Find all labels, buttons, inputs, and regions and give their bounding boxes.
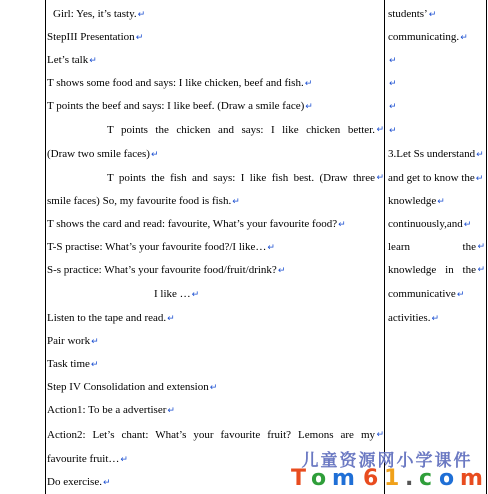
watermark-brand-letter: 1 [384,466,400,491]
procedure-line [47,334,99,348]
paragraph-mark-icon: ↵ [167,406,175,416]
purpose-line-text: 3.Let Ss understand [388,148,476,160]
procedure-line-text: (Draw two smile faces) [47,148,150,160]
paragraph-mark-icon: ↵ [167,314,175,324]
paragraph-mark-icon: ↵ [277,266,286,276]
procedure-line [47,76,312,90]
procedure-line-text: Action2: Let’s chant: What’s your favourite fruit? Lemons are my [47,429,375,441]
paragraph-mark-icon: ↵ [376,430,384,440]
watermark-brand-letter: o [439,466,455,491]
purpose-line [388,171,483,185]
paragraph-mark-icon: ↵ [477,265,485,275]
watermark-brand-letter: m [460,466,483,491]
watermark-brand-letter: o [311,466,327,491]
procedure-line [47,475,111,489]
paragraph-mark-icon: ↵ [304,79,313,89]
paragraph-mark-icon: ↵ [150,150,159,160]
procedure-line [47,147,158,161]
procedure-line [47,403,175,417]
purpose-line [388,240,485,254]
purpose-line-text: activities. [388,312,431,324]
purpose-line-text: knowledge in the [388,264,476,276]
paragraph-mark-icon: ↵ [389,102,397,112]
purpose-line [388,287,464,301]
procedure-line-text: favourite fruit… [47,453,120,465]
procedure-line-text: T-S practise: What’s your favourite food?/I like… [47,241,267,253]
procedure-line-text: T points the fish and says: I like fish best. (Draw three [107,172,375,184]
purpose-line [388,53,397,67]
paragraph-mark-icon: ↵ [89,56,97,66]
table-border-left [45,0,46,494]
paragraph-mark-icon: ↵ [475,174,484,184]
purpose-line-text: communicating. [388,31,460,43]
purpose-line [388,123,397,137]
purpose-line [388,147,484,161]
procedure-line [47,311,175,325]
purpose-line [388,217,471,231]
procedure-line-text: Listen to the tape and read. [47,312,167,324]
paragraph-mark-icon: ↵ [267,243,275,253]
watermark-brand-letter: 6 [363,466,379,491]
paragraph-mark-icon: ↵ [305,102,313,112]
watermark-chinese-text: 儿童资源网小学课件 [301,451,473,471]
procedure-line [47,428,384,442]
procedure-line [47,240,275,254]
procedure-line [47,263,285,277]
purpose-line-text: students’ [388,8,428,20]
procedure-line [47,380,217,394]
watermark [289,444,485,494]
paragraph-mark-icon: ↵ [476,150,484,160]
procedure-line [107,123,384,137]
paragraph-mark-icon: ↵ [209,383,218,393]
procedure-line [47,99,313,113]
watermark-brand-letter: T [291,466,307,491]
paragraph-mark-icon: ↵ [135,33,144,43]
procedure-line-text: Let’s talk [47,54,89,66]
paragraph-mark-icon: ↵ [376,173,384,183]
purpose-line [388,30,468,44]
procedure-line-text: T points the chicken and says: I like chicken better. [107,124,375,136]
paragraph-mark-icon: ↵ [338,220,346,230]
procedure-line-text: T points the beef and says: I like beef. (Draw a smile face) [47,100,305,112]
procedure-line-text: Girl: Yes, it’s tasty. [53,8,137,20]
procedure-line-text: S-s practice: What’s your favourite food/fruit/drink? [47,264,277,276]
purpose-line [388,7,436,21]
procedure-line [47,217,346,231]
procedure-line [47,30,143,44]
purpose-line-text: learn the [388,241,476,253]
procedure-line-text: StepIII Presentation [47,31,135,43]
purpose-line [388,263,485,277]
paragraph-mark-icon: ↵ [456,290,465,300]
paragraph-mark-icon: ↵ [389,79,397,89]
paragraph-mark-icon: ↵ [102,478,111,488]
paragraph-mark-icon: ↵ [389,126,397,136]
procedure-line [47,194,240,208]
procedure-line-text: I like … [154,288,191,300]
watermark-brand-letter: m [332,466,355,491]
procedure-line [47,53,97,67]
procedure-line [47,452,128,466]
watermark-brand-letter: c [419,466,433,491]
purpose-line-text: communicative [388,288,456,300]
procedure-line-text: Task time [47,358,90,370]
procedure-line [47,357,98,371]
procedure-line-text: Step IV Consolidation and extension [47,381,209,393]
procedure-line-text: smile faces) So, my favourite food is fish. [47,195,232,207]
table-border-right [486,0,487,494]
paragraph-mark-icon: ↵ [437,197,445,207]
paragraph-mark-icon: ↵ [477,242,485,252]
paragraph-mark-icon: ↵ [431,314,440,324]
procedure-line-text: Action1: To be a advertiser [47,404,167,416]
purpose-line-text: and get to know the [388,172,475,184]
paragraph-mark-icon: ↵ [90,360,99,370]
watermark-brand-logo [289,466,485,494]
paragraph-mark-icon: ↵ [376,125,384,135]
procedure-line-text: Pair work [47,335,91,347]
paragraph-mark-icon: ↵ [428,10,437,20]
procedure-line-text: T shows the card and read: favourite, What’s your favourite food? [47,218,338,230]
purpose-line [388,311,439,325]
paragraph-mark-icon: ↵ [463,220,472,230]
purpose-line-text: continuously,and [388,218,463,230]
paragraph-mark-icon: ↵ [91,337,99,347]
procedure-line [154,287,199,301]
procedure-line [107,171,384,185]
paragraph-mark-icon: ↵ [120,455,128,465]
paragraph-mark-icon: ↵ [389,56,397,66]
procedure-line [53,7,145,21]
paragraph-mark-icon: ↵ [232,197,240,207]
watermark-brand-letter: . [405,466,414,491]
purpose-line [388,194,445,208]
paragraph-mark-icon: ↵ [191,290,200,300]
purpose-line [388,76,397,90]
paragraph-mark-icon: ↵ [137,10,146,20]
purpose-line [388,99,397,113]
procedure-line-text: Do exercise. [47,476,102,488]
table-border-middle [384,0,385,494]
purpose-line-text: knowledge [388,195,437,207]
procedure-line-text: T shows some food and says: I like chicken, beef and fish. [47,77,304,89]
paragraph-mark-icon: ↵ [460,33,468,43]
